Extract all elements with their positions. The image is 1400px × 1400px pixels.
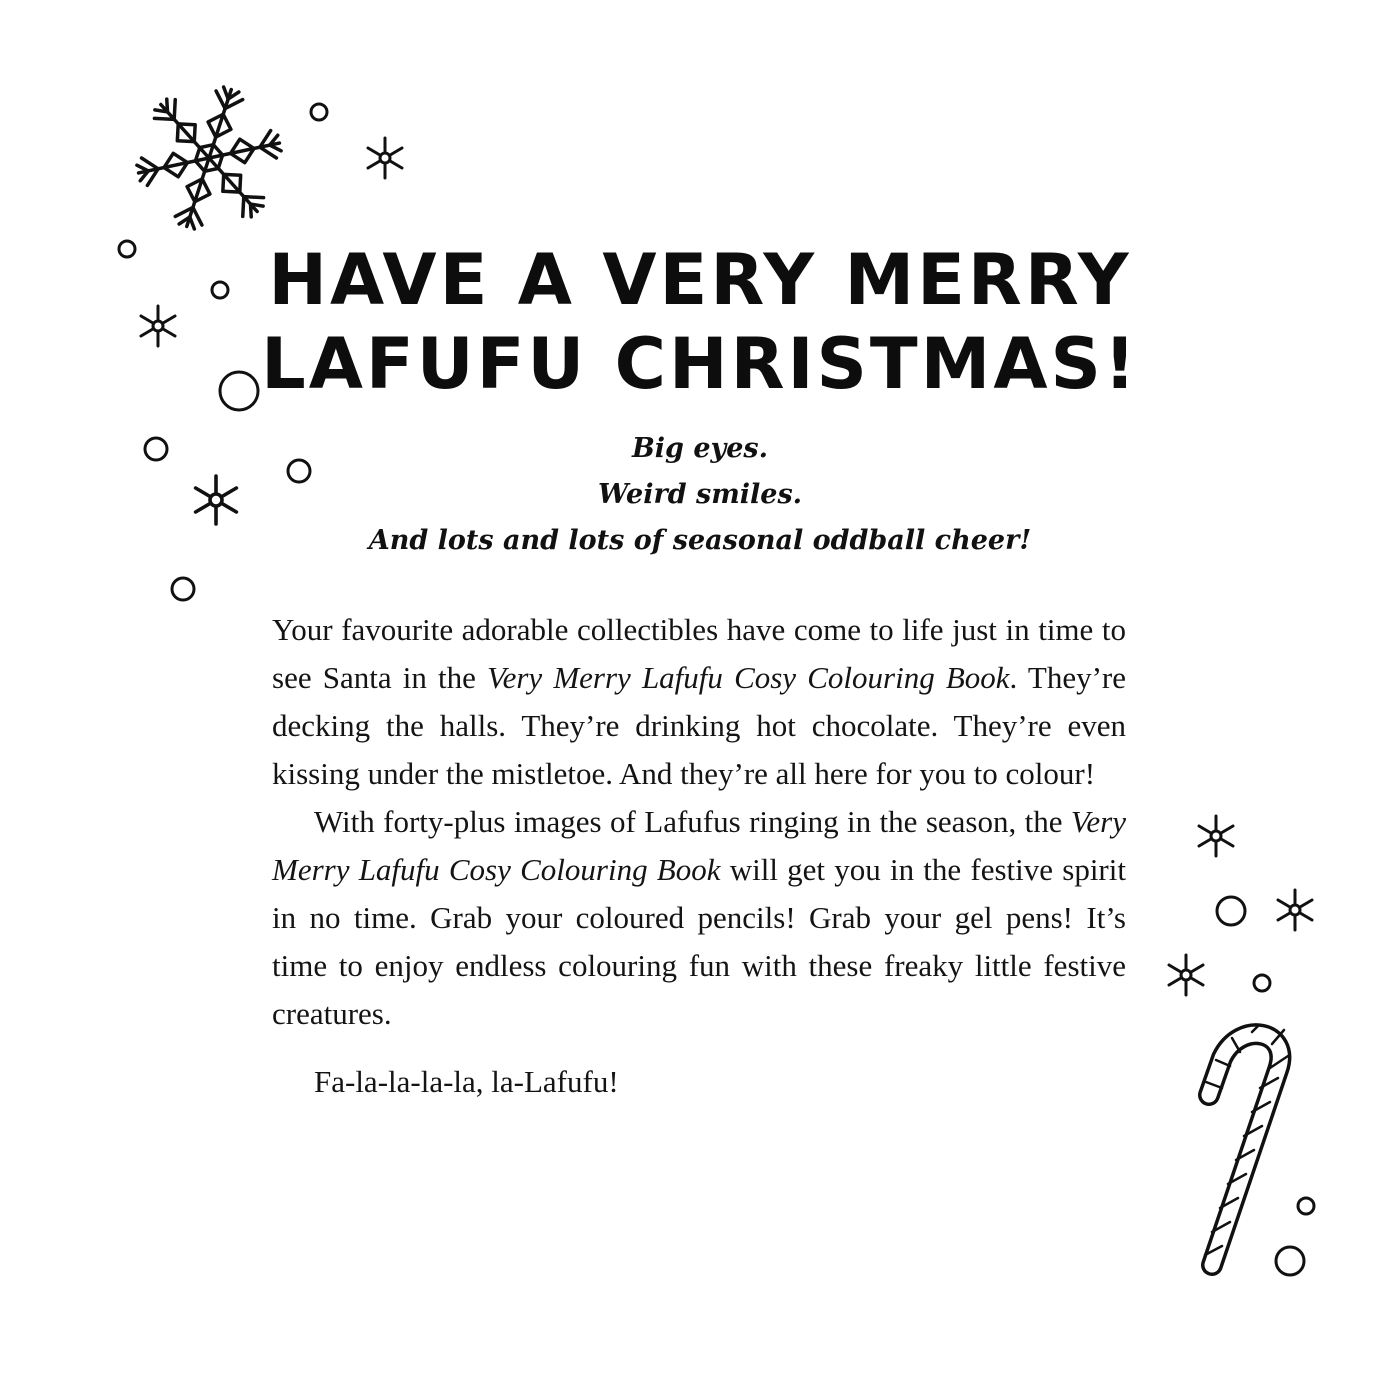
paragraph-1-text-b: . They’re decking the halls. They’re drinking hot chocolate. They’re even kissing under the mistletoe. And they’re all here for you to colour!: [272, 660, 1126, 791]
tagline-line-1: Big eyes.: [631, 433, 768, 464]
paragraph-1-text-a: Your favourite adorable collectibles have come to life just in time to see Santa in the: [272, 612, 1126, 695]
title-line-1: HAVE A VERY MERRY: [268, 239, 1132, 321]
snowflake-icon: [121, 68, 297, 248]
tagline: [300, 426, 1100, 564]
paragraph-2-text-b: will get you in the festive spirit in no time. Grab your coloured pencils! Grab your gel pens! It’s time to enjoy endless colouring fun with these freaky little festive creatures.: [272, 852, 1126, 1031]
paragraph-2: [272, 798, 1126, 1038]
candy-cane-icon: [1205, 1026, 1288, 1265]
book-title: Very Merry Lafufu Cosy Colouring Book: [272, 804, 1126, 887]
bubble-icon: [1217, 897, 1314, 1275]
title-line-2: LAFUFU CHRISTMAS!: [261, 323, 1139, 405]
book-title: Very Merry Lafufu Cosy Colouring Book: [487, 660, 1010, 695]
paragraph-2-text-a: With forty-plus images of Lafufus ringing in the season, the: [314, 804, 1071, 839]
closing-line: Fa-la-la-la-la, la-Lafufu!: [314, 1064, 619, 1099]
sparkle-icon: [1169, 816, 1312, 995]
tagline-line-2: Weird smiles.: [597, 479, 803, 510]
page-title: [200, 238, 1200, 406]
tagline-line-3: And lots and lots of seasonal oddball cheer!: [368, 525, 1032, 556]
body-text: [272, 606, 1126, 1106]
paragraph-1: [272, 606, 1126, 798]
